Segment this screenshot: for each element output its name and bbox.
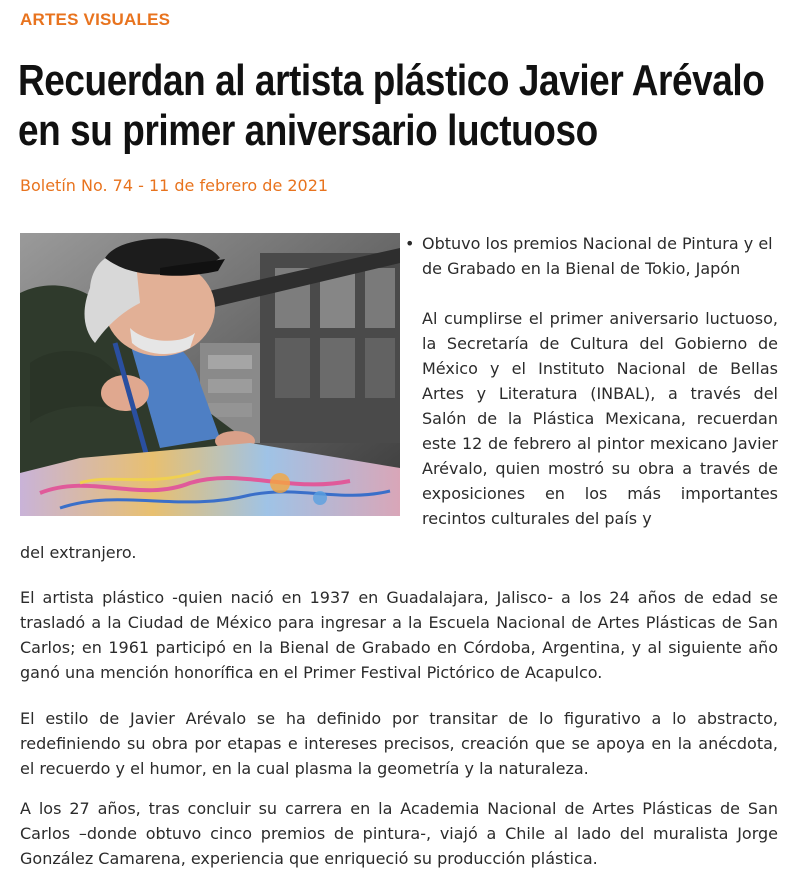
style-paragraph: El estilo de Javier Arévalo se ha definido por transitar de lo figurativo a lo abstracto, redefiniendo su obra por etapas e intereses precisos, creación que se apoya en la anécdota, el recuerdo y el humor, en la cual plasma la geometría y la naturaleza. [20,709,778,778]
intro-paragraph-tail: del extranjero. [20,543,137,562]
bulletin-info: Boletín No. 74 - 11 de febrero de 2021 [20,176,329,195]
article-title: Recuerdan al artista plástico Javier Arévalo en su primer aniversario luctuoso [18,56,765,155]
article-photo [20,233,400,516]
intro-paragraph: Al cumplirse el primer aniversario luctuoso, la Secretaría de Cultura del Gobierno de México y el Instituto Nacional de Bellas Artes y Literatura (INBAL), a través del Salón de la Plástica Mexicana, recuerdan este 12 de febrero al pintor mexicano Javier Arévalo, quien mostró su obra a través de exposiciones en los más importantes recintos culturales del país y [422,309,778,528]
award-bullet-item [405,231,780,281]
painter-photo-illustration [20,233,400,516]
career-paragraph: A los 27 años, tras concluir su carrera en la Academia Nacional de Artes Plásticas de San Carlos –donde obtuvo cinco premios de pintura-, viajó a Chile al lado del muralista Jorge González Camarena, experiencia que enriqueció su producción plástica. [20,799,778,868]
biography-paragraph: El artista plástico -quien nació en 1937 en Guadalajara, Jalisco- a los 24 años de edad se trasladó a la Ciudad de México para ingresar a la Escuela Nacional de Artes Plásticas de San Carlos; en 1961 participó en la Bienal de Grabado en Córdoba, Argentina, y al siguiente año ganó una mención honorífica en el Primer Festival Pictórico de Acapulco. [20,588,778,682]
award-bullet-text: Obtuvo los premios Nacional de Pintura y el de Grabado en la Bienal de Tokio, Japón [422,234,773,278]
section-label[interactable]: ARTES VISUALES [20,10,171,29]
bullet-dot-icon: • [405,234,415,253]
